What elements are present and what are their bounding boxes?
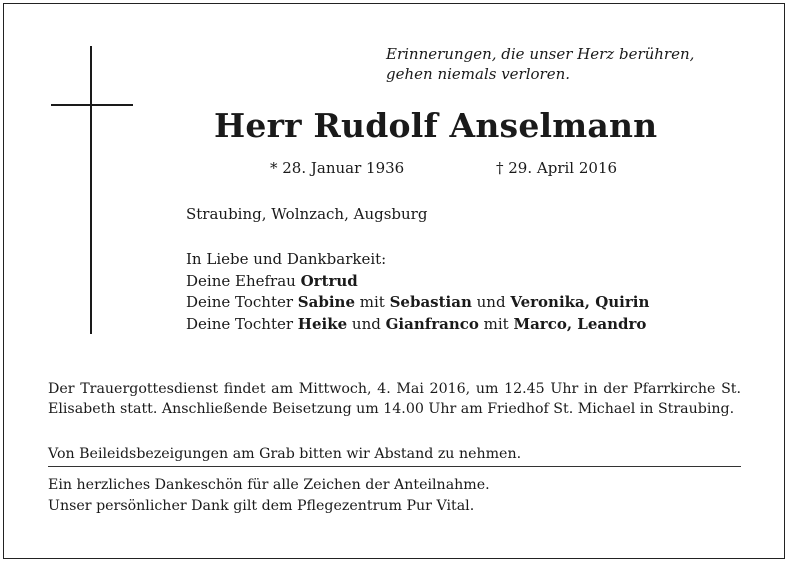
family-member-name: Marco, Leandro — [513, 314, 647, 333]
family-member-name: Ortrud — [300, 271, 358, 290]
family-line — [186, 314, 649, 336]
family-line-prefix: Deine Tochter — [186, 293, 298, 311]
family-line — [186, 292, 649, 314]
family-member-name: Sabine — [297, 293, 355, 311]
quote-line-1: Erinnerungen, die unser Herz berühren, — [386, 45, 695, 63]
places: Straubing, Wolnzach, Augsburg — [186, 205, 428, 223]
family-member-name: Sebastian — [389, 293, 472, 311]
family-intro: In Liebe und Dankbarkeit: — [186, 250, 387, 268]
memorial-quote — [386, 44, 694, 84]
family-line-connector: mit — [478, 314, 514, 333]
service-details: Der Trauergottesdienst findet am Mittwoch, 4. Mai 2016, um 12.45 Uhr in der Pfarrkirche St. Elisabeth statt. Anschließende Beisetzung um 14.00 Uhr am Friedhof St. Michael in Straubing. — [48, 381, 741, 417]
family-member-name: Heike — [297, 314, 348, 333]
family-line-prefix: Deine Tochter — [186, 314, 298, 333]
condolence-note: Von Beileidsbezeigungen am Grab bitten wir Abstand zu nehmen. — [48, 446, 522, 462]
family-line — [186, 271, 649, 293]
family-member-name: Gianfranco — [385, 314, 479, 333]
family-line-prefix: Deine Ehefrau — [186, 271, 301, 290]
divider — [48, 466, 741, 467]
family-list — [186, 249, 649, 335]
cross-icon-bar — [51, 104, 133, 106]
death-date: † 29. April 2016 — [496, 159, 618, 177]
family-member-name: Veronika, Quirin — [510, 293, 650, 311]
family-line-connector: und — [471, 293, 511, 311]
thanks-section — [48, 475, 490, 517]
thanks-line-1: Ein herzliches Dankeschön für alle Zeichen der Anteilnahme. — [48, 477, 490, 493]
quote-line-2: gehen niemals verloren. — [386, 65, 571, 83]
deceased-name: Herr Rudolf Anselmann — [214, 106, 658, 145]
family-line-connector: und — [347, 314, 386, 333]
cross-icon — [90, 46, 92, 334]
family-line-connector: mit — [354, 293, 390, 311]
birth-date: * 28. Januar 1936 — [270, 159, 405, 177]
thanks-line-2: Unser persönlicher Dank gilt dem Pflegezentrum Pur Vital. — [48, 498, 475, 514]
